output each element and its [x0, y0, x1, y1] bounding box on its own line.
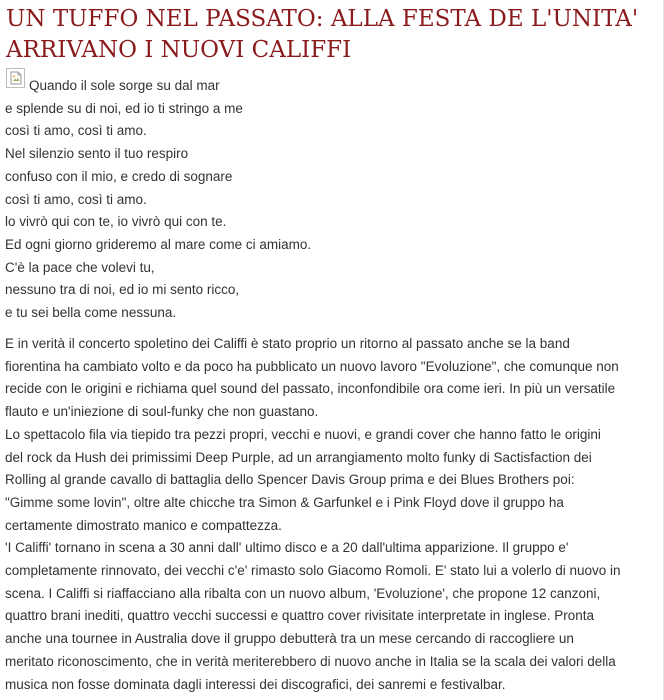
body-line: anche una tournee in Australia dove il gruppo debutterà tra un mese cercando di raccogliere un — [5, 631, 574, 647]
body-line: meritato riconoscimento, che in verità meriterebbero di nuovo anche in Italia se la scala dei valori della — [5, 653, 616, 669]
article-title-line: ARRIVANO I NUOVI CALIFFI — [6, 37, 352, 63]
body-line: scena. I Califfi si riaffacciano alla ribalta con un nuovo album, 'Evoluzione', che propone 12 canzoni, — [5, 585, 601, 601]
body-line: Rolling al grande cavallo di battaglia dello Spencer Davis Group prima e dei Blues Brothers poi: — [5, 472, 575, 488]
lyric-line: nessuno tra di noi, ed io mi sento ricco, — [5, 282, 240, 298]
body-line: completamente rinnovato, dei vecchi c'e' rimasto solo Giacomo Romoli. E' stato lui a volerlo di nuovo in — [5, 563, 621, 579]
body-line: del rock da Hush dei primissimi Deep Purple, ad un arrangiamento molto funky di Sactisfaction dei — [5, 449, 592, 465]
body-line: quattro brani inediti, quattro vecchi successi e quattro cover rivisitate interpretate in inglese. Pronta — [5, 608, 595, 624]
lyric-line: Ed ogni giorno grideremo al mare come ci amiamo. — [5, 236, 312, 252]
body-line: recide con le origini e richiama quel sound del passato, inconfondibile ora come ieri. In più un versatile — [5, 381, 616, 397]
lyric-line: C'è la pace che volevi tu, — [5, 259, 155, 275]
lyric-line: Nel silenzio sento il tuo respiro — [5, 146, 189, 162]
body-line: musica non fosse dominata dagli interessi dei discografici, dei sanremi e festivalbar. — [5, 676, 506, 692]
lyric-line: così ti amo, così ti amo. — [5, 123, 147, 139]
lyric-line: e splende su di noi, ed io ti stringo a me — [5, 100, 243, 116]
body-line: fiorentina ha cambiato volto e da poco ha pubblicato un nuovo lavoro "Evoluzione", che comunque non — [5, 358, 619, 374]
article-title — [6, 4, 656, 66]
body-line: E in verità il concerto spoletino dei Califfi è stato proprio un ritorno al passato anche se la band — [5, 336, 570, 351]
article-title-line: UN TUFFO NEL PASSATO: ALLA FESTA DE L'UNITA' — [6, 6, 639, 32]
body-line: Lo spettacolo fila via tiepido tra pezzi propri, vecchi e nuovi, e grandi cover che hanno fatto le origini — [5, 426, 601, 442]
body-line: certamente dimostrato manico e compattezza. — [5, 517, 282, 533]
lyric-line: confuso con il mio, e credo di sognare — [5, 168, 233, 184]
body-line: "Gimme some lovin", oltre alte chicche tra Simon & Garfunkel e i Pink Floyd dove il gruppo ha — [5, 494, 564, 510]
lyric-line: e tu sei bella come nessuna. — [5, 305, 177, 321]
lyric-line: lo vivrò qui con te, io vivrò qui con te. — [5, 214, 227, 230]
song-lyrics — [5, 75, 311, 325]
lyric-line: Quando il sole sorge su dal mar — [29, 78, 220, 93]
body-line: 'I Califfi' tornano in scena a 30 anni dall' ultimo disco e a 20 dall'ultima apparizione. Il gruppo e' — [5, 540, 569, 556]
article-body — [5, 333, 621, 696]
lyric-line: così ti amo, così ti amo. — [5, 191, 147, 207]
body-line: flauto e un'iniezione di soul-funky che non guastano. — [5, 404, 319, 420]
